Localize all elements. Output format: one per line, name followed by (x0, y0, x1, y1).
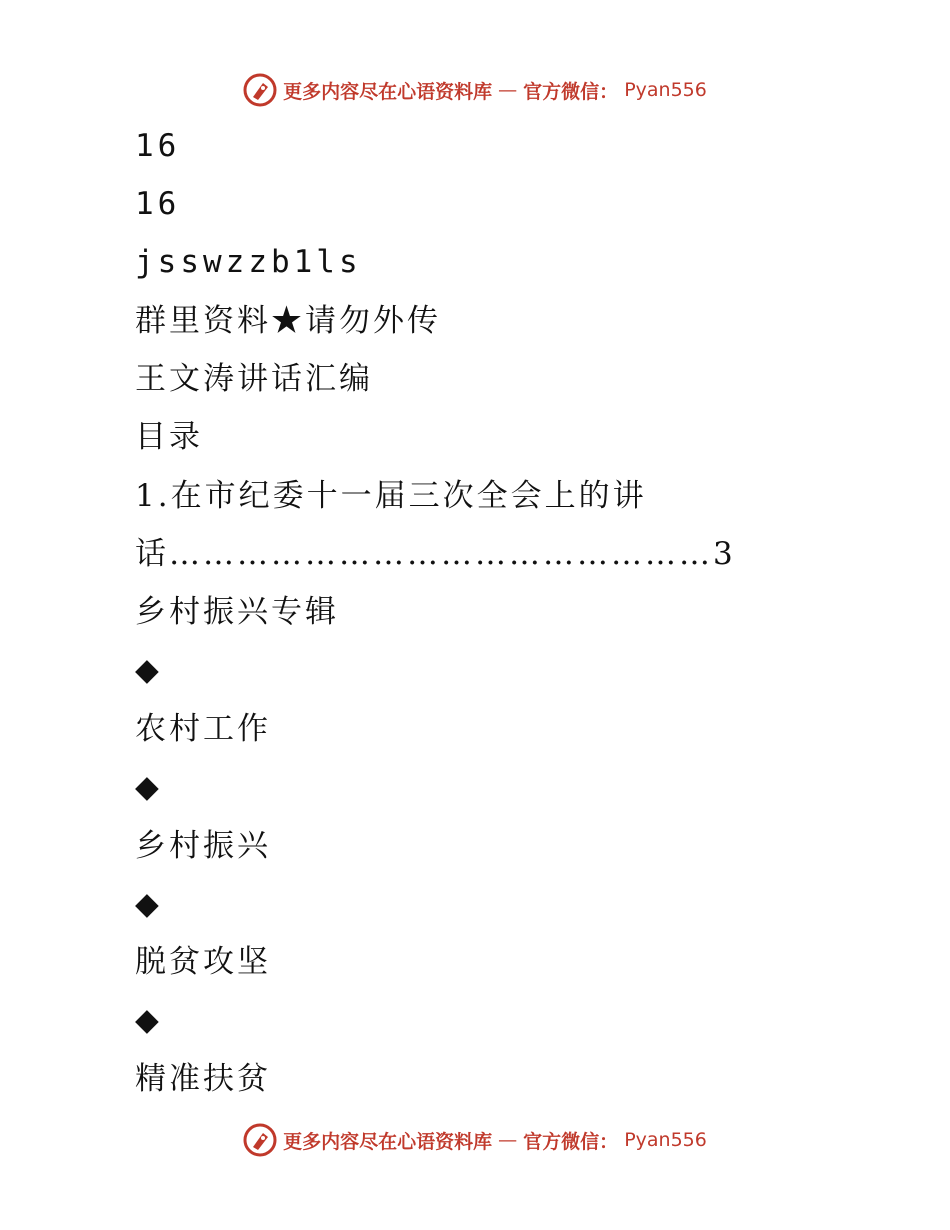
text-line: 16 (135, 128, 181, 164)
section-item: 精准扶贫 (135, 1061, 271, 1097)
toc-entry: 1.在市纪委十一届三次全会上的讲 (135, 478, 647, 514)
section-heading: 乡村振兴专辑 (135, 594, 339, 630)
diamond-bullet: ◆ (135, 886, 162, 922)
toc-heading: 目录 (135, 419, 203, 455)
text-line: jsswzzb1ls (135, 244, 362, 280)
watermark-wechat-id: Pyan556 (624, 79, 707, 101)
toc-entry-continuation: 话…………………………………………3 (135, 536, 736, 572)
watermark-main-text: 更多内容尽在心语资料库 (283, 1130, 493, 1153)
watermark-dash: — (498, 1129, 518, 1151)
footer-watermark (0, 1120, 950, 1160)
section-item: 脱贫攻坚 (135, 944, 271, 980)
watermark-official-text: 官方微信： (523, 80, 619, 103)
document-title: 王文涛讲话汇编 (135, 361, 373, 397)
watermark-wechat-id: Pyan556 (624, 1129, 707, 1151)
watermark-dash: — (498, 79, 518, 101)
diamond-bullet: ◆ (135, 652, 162, 688)
pen-nib-icon (243, 1123, 277, 1157)
section-item: 乡村振兴 (135, 828, 271, 864)
text-line: 16 (135, 186, 181, 222)
header-watermark (0, 70, 950, 110)
watermark-main-text: 更多内容尽在心语资料库 (283, 80, 493, 103)
pen-nib-icon (243, 73, 277, 107)
diamond-bullet: ◆ (135, 769, 162, 805)
watermark-official-text: 官方微信： (523, 1130, 619, 1153)
section-item: 农村工作 (135, 711, 271, 747)
notice-line: 群里资料★请勿外传 (135, 303, 441, 339)
diamond-bullet: ◆ (135, 1002, 162, 1038)
